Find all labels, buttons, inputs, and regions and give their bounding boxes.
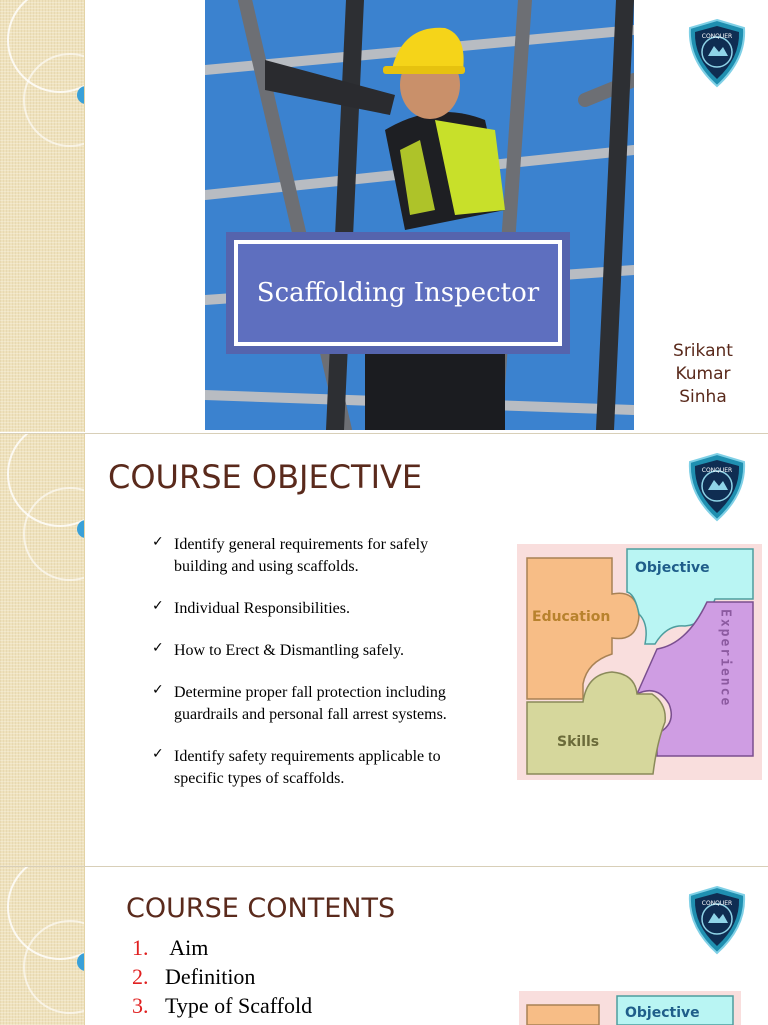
list-item: 3. Type of Scaffold xyxy=(132,993,313,1018)
slide-title xyxy=(0,0,768,432)
check-icon: ✓ xyxy=(152,746,164,762)
author-name xyxy=(650,340,756,409)
puzzle-graphic xyxy=(519,991,741,1025)
hero-photo xyxy=(205,0,634,430)
objectives-list xyxy=(152,534,492,810)
list-item: 1. Aim xyxy=(132,935,209,960)
author-line: Kumar xyxy=(675,364,731,384)
conquer-badge-icon xyxy=(686,885,748,955)
decorative-strip xyxy=(0,867,85,1025)
decorative-strip xyxy=(0,434,85,866)
badge-text: CONQUER xyxy=(701,900,733,907)
circle-decoration-icon xyxy=(0,0,84,432)
puzzle-label-objective: Objective xyxy=(625,1005,700,1021)
puzzle-graphic xyxy=(517,544,762,780)
author-line: Sinha xyxy=(679,387,727,407)
list-item: ✓ How to Erect & Dismantling safely. xyxy=(152,640,492,662)
check-icon: ✓ xyxy=(152,598,164,614)
puzzle-label-objective: Objective xyxy=(635,560,710,576)
badge-text: CONQUER xyxy=(701,467,733,474)
contents-list xyxy=(132,933,312,1020)
conquer-badge-icon xyxy=(686,18,748,88)
puzzle-label-skills: Skills xyxy=(557,734,600,750)
slide-course-contents xyxy=(0,866,768,1025)
check-icon: ✓ xyxy=(152,682,164,698)
check-icon: ✓ xyxy=(152,640,164,656)
title-box xyxy=(226,232,570,354)
list-item: ✓ Identify safety requirements applicable to specific types of scaffolds. xyxy=(152,746,492,790)
list-item: ✓ Determine proper fall protection including guardrails and personal fall arrest systems. xyxy=(152,682,492,726)
worker-scaffold-image xyxy=(205,0,634,430)
author-line: Srikant xyxy=(673,341,733,361)
badge-text: CONQUER xyxy=(701,33,733,40)
decorative-strip xyxy=(0,0,85,432)
slide-heading: COURSE CONTENTS xyxy=(126,893,396,924)
circle-decoration-icon xyxy=(0,867,84,1025)
puzzle-label-experience: Experience xyxy=(717,609,733,708)
slide-course-objective xyxy=(0,433,768,866)
list-item: ✓ Individual Responsibilities. xyxy=(152,598,492,620)
list-item: 2. Definition xyxy=(132,964,256,989)
list-item: ✓ Identify general requirements for safely building and using scaffolds. xyxy=(152,534,492,578)
circle-decoration-icon xyxy=(0,434,84,866)
puzzle-label-education: Education xyxy=(532,609,611,625)
slide-title-text: Scaffolding Inspector xyxy=(256,278,540,308)
conquer-badge-icon xyxy=(686,452,748,522)
check-icon: ✓ xyxy=(152,534,164,550)
slide-heading: COURSE OBJECTIVE xyxy=(108,458,423,496)
